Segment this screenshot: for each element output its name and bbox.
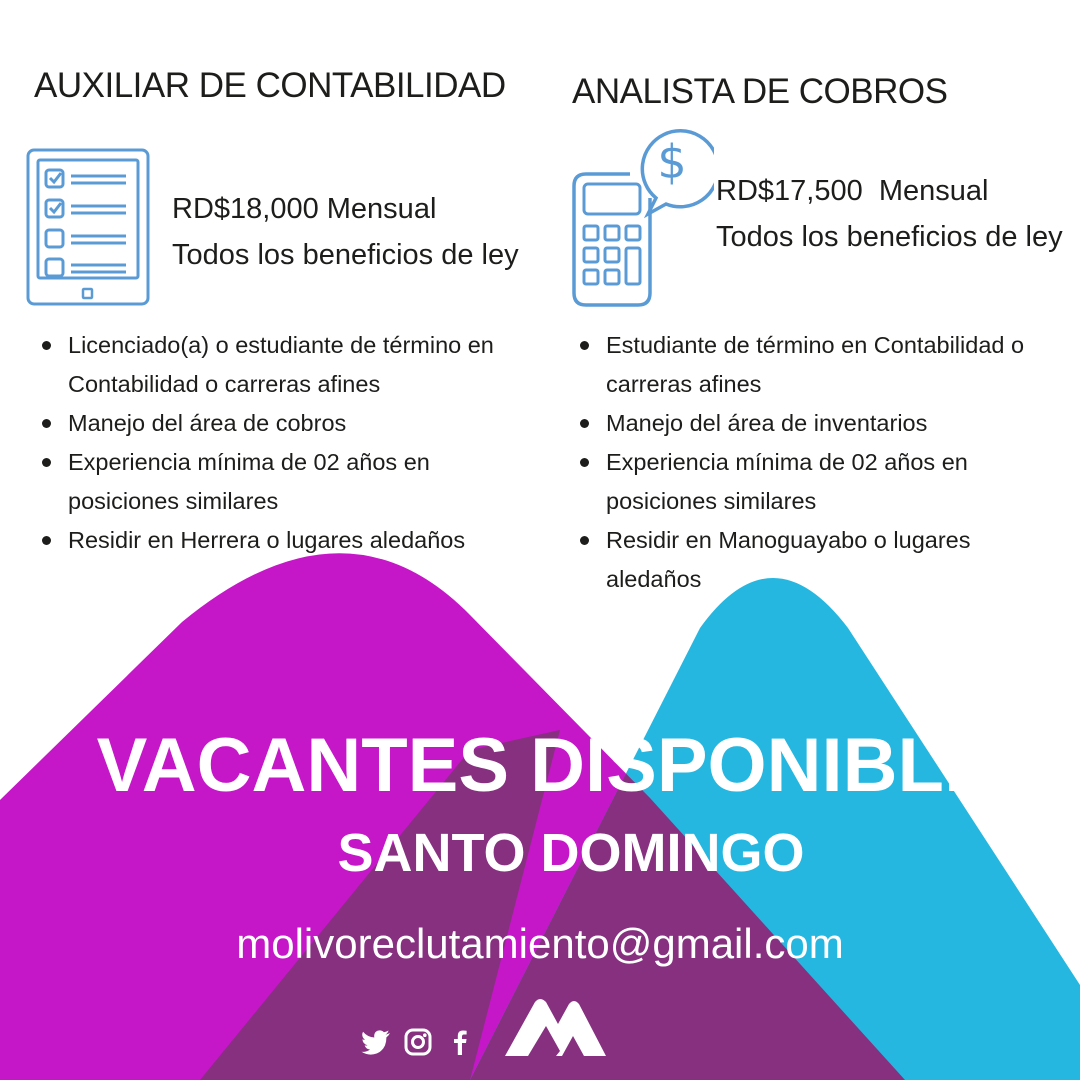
salary-text: RD$17,500 Mensual xyxy=(716,175,989,207)
job-title: ANALISTA DE COBROS xyxy=(572,72,948,111)
job-title: AUXILIAR DE CONTABILIDAD xyxy=(34,66,506,105)
list-item: Residir en Manoguayabo o lugares aledaños xyxy=(580,521,1040,599)
list-item: Residir en Herrera o lugares aledaños xyxy=(42,521,502,560)
requirements-list xyxy=(42,326,502,560)
social-links xyxy=(360,1026,476,1058)
location-subtitle: SANTO DOMINGO xyxy=(337,823,805,883)
list-item: Experiencia mínima de 02 años en posiciones similares xyxy=(580,443,1040,521)
list-item: Licenciado(a) o estudiante de término en Contabilidad o carreras afines xyxy=(42,326,502,404)
calculator-dollar-icon xyxy=(572,118,714,310)
benefits-text: Todos los beneficios de ley xyxy=(716,221,1063,253)
twitter-icon[interactable] xyxy=(360,1026,392,1058)
salary-block xyxy=(172,186,519,278)
requirements-list xyxy=(580,326,1040,599)
molivo-logo xyxy=(502,996,608,1062)
facebook-icon[interactable] xyxy=(444,1026,476,1058)
salary-block xyxy=(716,168,1063,260)
list-item: Estudiante de término en Contabilidad o carreras afines xyxy=(580,326,1040,404)
headline: VACANTES DISPONIBLES xyxy=(96,723,1046,808)
list-item: Manejo del área de inventarios xyxy=(580,404,1040,443)
benefits-text: Todos los beneficios de ley xyxy=(172,239,519,271)
svg-text:$: $ xyxy=(657,135,687,189)
checklist-tablet-icon xyxy=(26,148,150,308)
list-item: Experiencia mínima de 02 años en posiciones similares xyxy=(42,443,502,521)
salary-text: RD$18,000 Mensual xyxy=(172,193,437,225)
list-item: Manejo del área de cobros xyxy=(42,404,502,443)
instagram-icon[interactable] xyxy=(402,1026,434,1058)
contact-email[interactable]: molivoreclutamiento@gmail.com xyxy=(236,920,844,967)
